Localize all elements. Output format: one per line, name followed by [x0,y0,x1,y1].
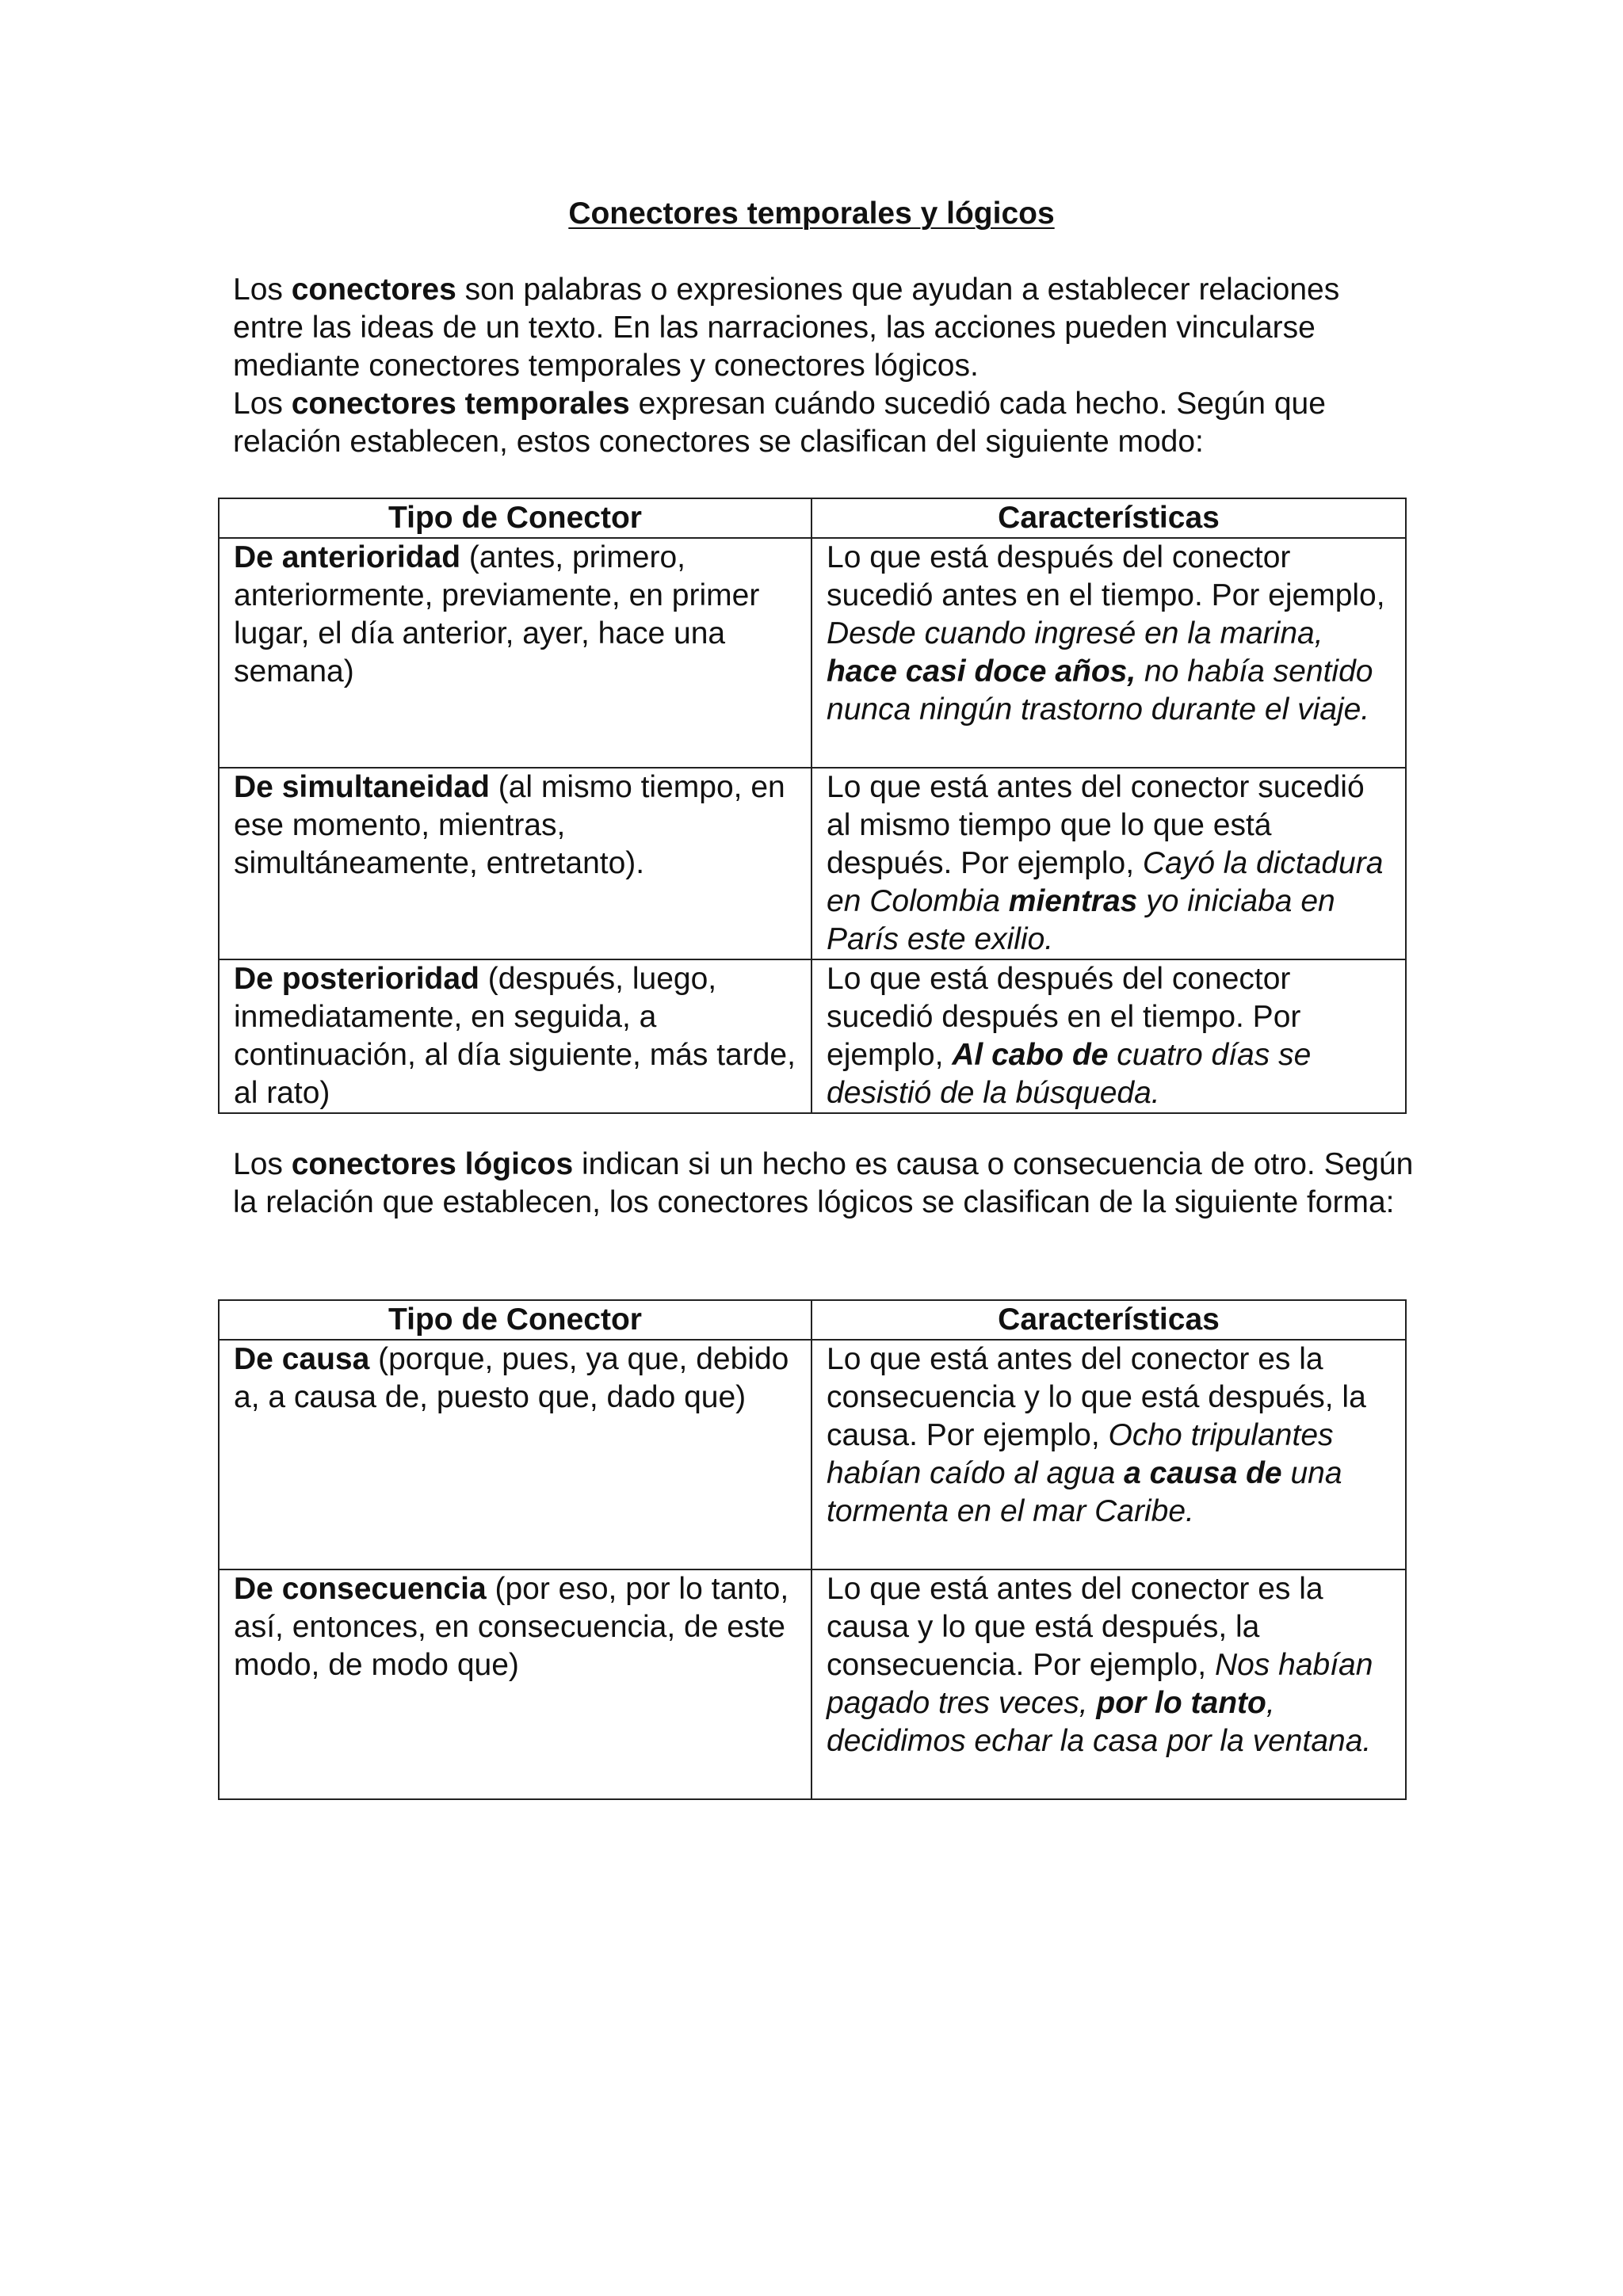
logic-intro-paragraph [233,1146,1414,1222]
header-tipo-de-conector: Tipo de Conector [219,498,812,538]
table-header-row [219,1300,1406,1340]
table-row [219,1340,1406,1569]
example-text: Desde cuando ingresé en la marina, [827,616,1323,650]
example-text: , decidimos echar la casa por la ventana. [827,1686,1372,1758]
connector-description-cell [812,959,1406,1113]
connector-examples: (después, luego, inmediatamente, en seguida, a continuación, al día siguiente, más tarde, al rato) [234,962,796,1110]
connector-examples: (al mismo tiempo, en ese momento, mientras, simultáneamente, entretanto). [234,770,785,880]
connector-examples: (porque, pues, ya que, debido a, a causa de, puesto que, dado que) [234,1342,789,1414]
intro-text: expresan cuándo sucedió cada hecho. Según que relación establecen, estos conectores se clasifican del siguiente modo: [233,387,1326,459]
connector-type-cell [219,959,812,1113]
example-connector: mientras [1008,884,1138,918]
description-text: Lo que está antes del conector es la consecuencia y lo que está después, la causa. Por ejemplo, [827,1342,1366,1452]
table-row [219,538,1406,768]
example-text: no había sentido nunca ningún trastorno durante el viaje. [827,654,1373,727]
intro-paragraph-2 [233,385,1414,461]
description-text: Lo que está antes del conector es la causa y lo que está después, la consecuencia. Por ejemplo, [827,1572,1323,1682]
connector-type-cell [219,538,812,768]
connector-type-name: De posterioridad [234,962,479,996]
connector-type-name: De causa [234,1342,370,1376]
example-text: yo iniciaba en París este exilio. [827,884,1335,956]
connector-type-cell [219,1340,812,1569]
intro-text: son palabras o expresiones que ayudan a establecer relaciones entre las ideas de un texto. En las narraciones, las acciones pueden vincularse mediante conectores temporales y conectores lógicos. [233,273,1340,383]
example-text: Cayó la dictadura en Colombia [827,846,1384,918]
table-header-row [219,498,1406,538]
table-row [219,1569,1406,1799]
temporal-connectors-table [218,498,1407,1114]
connector-type-name: De consecuencia [234,1572,487,1606]
intro-bold-term: conectores temporales [291,387,630,421]
intro-text: Los [233,1147,292,1181]
example-connector: por lo tanto [1096,1686,1266,1720]
table-row [219,959,1406,1113]
connector-description-cell [812,1340,1406,1569]
intro-text: Los [233,273,292,307]
intro-bold-term: conectores lógicos [291,1147,574,1181]
connector-description-cell [812,1569,1406,1799]
example-text: Ocho tripulantes habían caído al agua [827,1418,1334,1490]
connector-description-cell [812,538,1406,768]
example-text: una tormenta en el mar Caribe. [827,1456,1342,1528]
header-caracteristicas: Características [812,1300,1406,1340]
header-caracteristicas: Características [812,498,1406,538]
intro-text: indican si un hecho es causa o consecuencia de otro. Según la relación que establecen, los conectores lógicos se clasifican de la siguiente forma: [233,1147,1414,1219]
document-title: Conectores temporales y lógicos [568,196,1055,231]
table-row [219,768,1406,959]
logical-connectors-table [218,1299,1407,1800]
example-text: cuatro días se desistió de la búsqueda. [827,1038,1312,1110]
intro-paragraph-1 [233,271,1414,385]
example-text: Nos habían pagado tres veces, [827,1648,1373,1720]
connector-examples: (antes, primero, anteriormente, previamente, en primer lugar, el día anterior, ayer, hace una semana) [234,540,760,688]
description-text: Lo que está después del conector sucedió antes en el tiempo. Por ejemplo, [827,540,1385,612]
description-text: Lo que está después del conector sucedió después en el tiempo. Por ejemplo, [827,962,1301,1072]
connector-type-name: De simultaneidad [234,770,490,804]
header-tipo-de-conector: Tipo de Conector [219,1300,812,1340]
example-connector: hace casi doce años, [827,654,1136,688]
intro-bold-term: conectores [291,273,456,307]
connector-type-name: De anterioridad [234,540,461,574]
connector-description-cell [812,768,1406,959]
connector-type-cell [219,1569,812,1799]
connector-type-cell [219,768,812,959]
example-connector: Al cabo de [952,1038,1109,1072]
example-connector: a causa de [1124,1456,1282,1490]
description-text: Lo que está antes del conector sucedió al mismo tiempo que lo que está después. Por ejemplo, [827,770,1365,880]
intro-text: Los [233,387,292,421]
connector-examples: (por eso, por lo tanto, así, entonces, en consecuencia, de este modo, de modo que) [234,1572,789,1682]
